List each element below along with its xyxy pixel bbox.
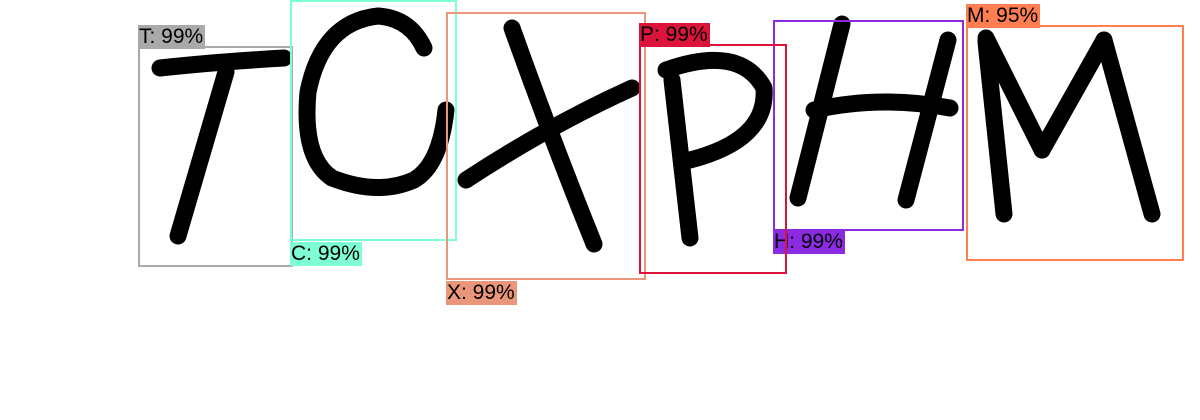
bounding-box-h [773, 20, 964, 231]
detection-label-x: X: 99% [447, 281, 515, 304]
detection-label-p: P: 99% [640, 23, 708, 46]
bounding-box-x [446, 12, 646, 280]
bounding-box-m [966, 25, 1184, 261]
detection-label-m: M: 95% [967, 4, 1039, 27]
bounding-box-p [639, 44, 787, 274]
bounding-box-t [138, 46, 293, 267]
bounding-box-c [290, 0, 457, 241]
detection-label-t: T: 99% [139, 25, 204, 48]
detection-label-c: C: 99% [291, 242, 360, 265]
detection-label-h: H: 99% [774, 230, 843, 253]
